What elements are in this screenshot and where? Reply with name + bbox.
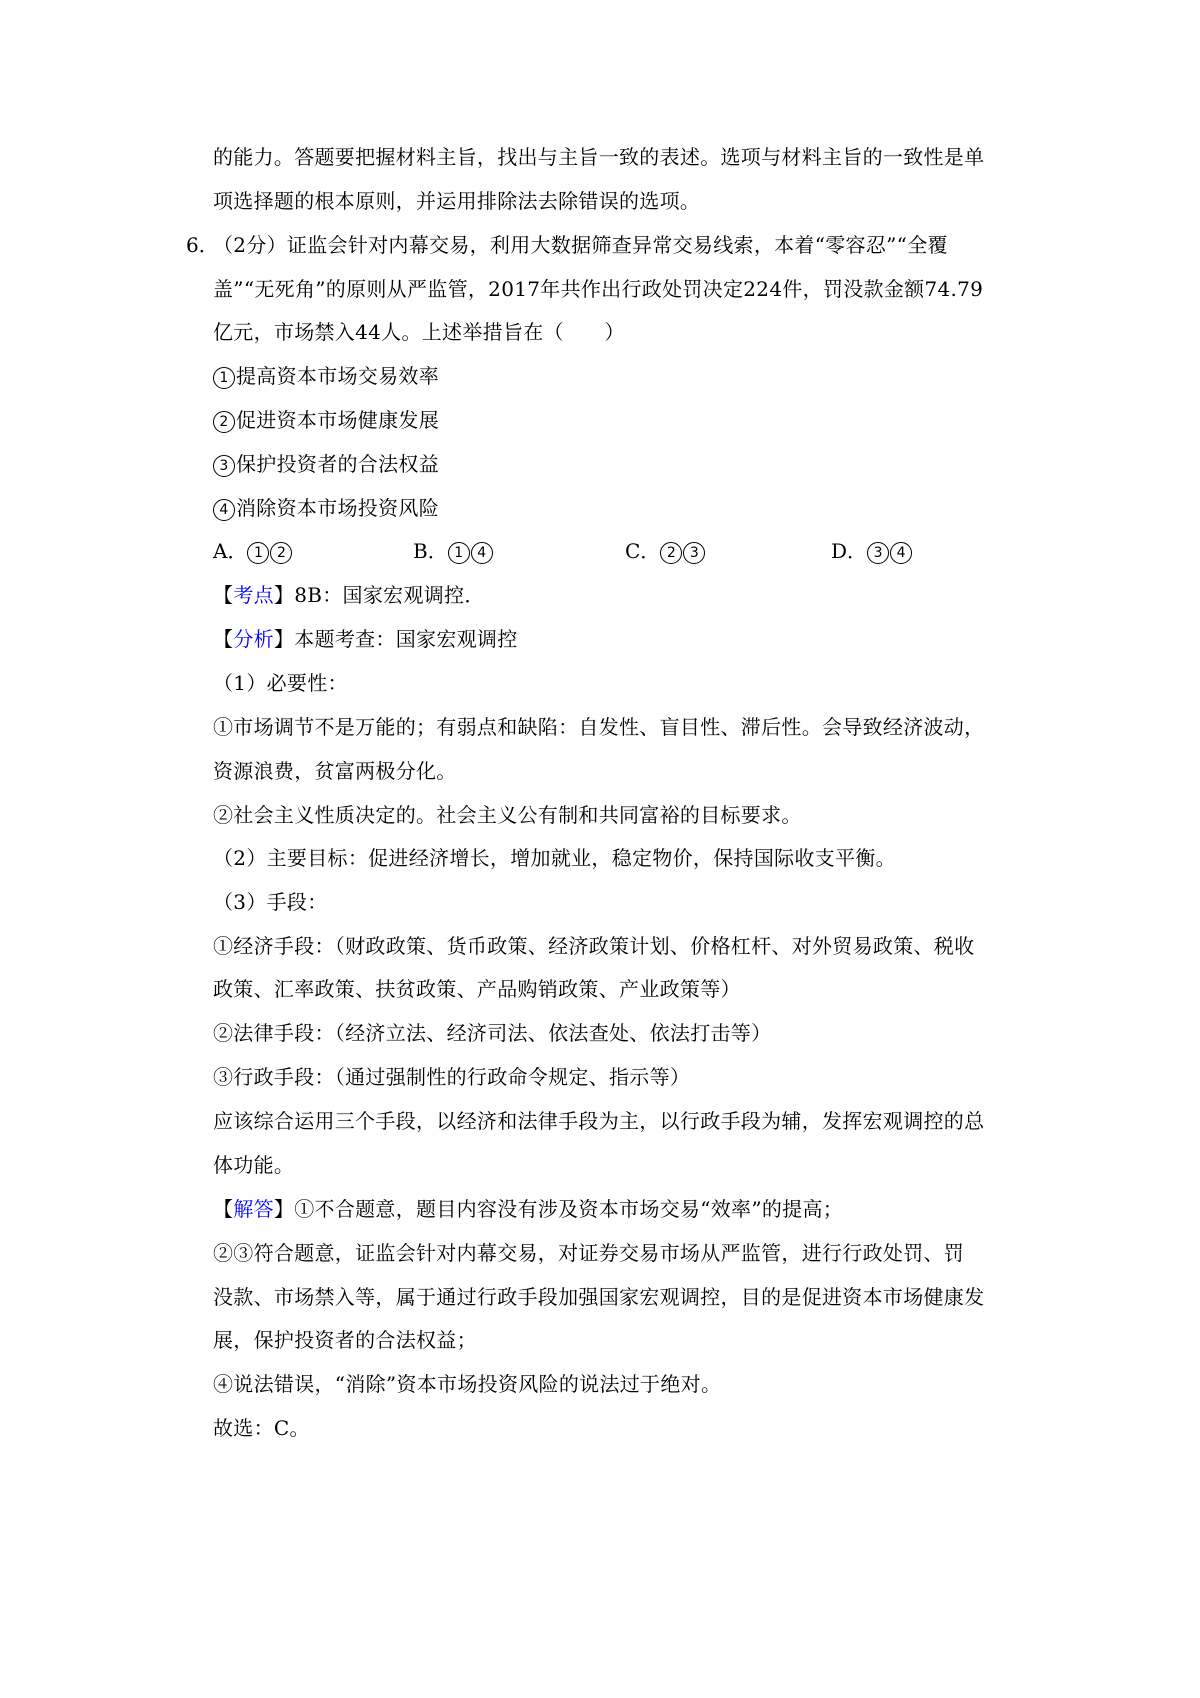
jieda-line: 展，保护投资者的合法权益；: [213, 1328, 477, 1352]
jieda-text: ①不合题意，题目内容没有涉及资本市场交易“效率”的提高；: [294, 1197, 844, 1221]
circled-number: 3: [683, 542, 705, 564]
statement-text-1: 提高资本市场交易效率: [236, 364, 439, 388]
circled-number-4: 4: [213, 499, 235, 521]
fenxi-line: （3）手段：: [213, 890, 328, 914]
intro-line-1: 的能力。答题要把握材料主旨，找出与主旨一致的表述。选项与材料主旨的一致性是单: [213, 145, 985, 169]
option-b[interactable]: [413, 539, 494, 564]
circled-number: 4: [471, 542, 493, 564]
bracket-open: 【: [213, 1197, 234, 1221]
bracket-open: 【: [213, 627, 234, 651]
statement-item-4: [213, 496, 439, 521]
fenxi-section: [213, 627, 518, 651]
fenxi-line: 体功能。: [213, 1153, 295, 1177]
fenxi-line: 政策、汇率政策、扶贫政策、产品购销政策、产业政策等）: [213, 977, 741, 1001]
option-a[interactable]: [213, 539, 293, 564]
intro-line-2: 项选择题的根本原则，并运用排除法去除错误的选项。: [213, 189, 701, 213]
jieda-label: 解答: [233, 1197, 274, 1221]
jieda-line: 故选：C。: [213, 1416, 310, 1440]
jieda-section: [213, 1197, 843, 1221]
circled-number: 3: [867, 542, 889, 564]
fenxi-line: 资源浪费，贫富两极分化。: [213, 759, 457, 783]
question-line-1: （2分）证监会针对内幕交易，利用大数据筛查异常交易线索，本着“零容忍”“全覆: [213, 233, 948, 257]
circled-number-2: 2: [213, 411, 235, 433]
fenxi-line: ①市场调节不是万能的；有弱点和缺陷：自发性、盲目性、滞后性。会导致经济波动，: [213, 715, 985, 739]
circled-number-3: 3: [213, 455, 235, 477]
option-letter: B．: [413, 539, 448, 563]
circled-number: 2: [270, 542, 292, 564]
kaodian-text: 8B：国家宏观调控．: [294, 583, 485, 607]
statement-item-3: [213, 452, 439, 477]
statement-item-1: [213, 364, 439, 389]
circled-number-1: 1: [213, 367, 235, 389]
fenxi-line: ②法律手段：（经济立法、经济司法、依法查处、依法打击等）: [213, 1021, 772, 1045]
fenxi-line: （1）必要性：: [213, 671, 348, 695]
bracket-close: 】: [273, 1197, 295, 1221]
question-number: 6．: [186, 233, 219, 257]
statement-text-4: 消除资本市场投资风险: [236, 496, 439, 520]
bracket-open: 【: [213, 583, 234, 607]
fenxi-line: ①经济手段：（财政政策、货币政策、经济政策计划、价格杠杆、对外贸易政策、税收: [213, 934, 975, 958]
bracket-close: 】: [273, 627, 295, 651]
jieda-line: ②③符合题意，证监会针对内幕交易，对证券交易市场从严监管，进行行政处罚、罚: [213, 1241, 965, 1265]
fenxi-line: 应该综合运用三个手段，以经济和法律手段为主，以行政手段为辅，发挥宏观调控的总: [213, 1109, 985, 1133]
option-letter: D．: [831, 539, 868, 563]
statement-item-2: [213, 408, 439, 433]
statement-text-2: 促进资本市场健康发展: [236, 408, 439, 432]
option-c[interactable]: [625, 539, 706, 564]
fenxi-line: ②社会主义性质决定的。社会主义公有制和共同富裕的目标要求。: [213, 803, 802, 827]
kaodian-section: [213, 583, 485, 607]
circled-number: 2: [660, 542, 682, 564]
option-letter: A．: [213, 539, 248, 563]
option-d[interactable]: [831, 539, 913, 564]
circled-number: 4: [890, 542, 912, 564]
jieda-line: ④说法错误，“消除”资本市场投资风险的说法过于绝对。: [213, 1372, 722, 1396]
fenxi-text: 本题考查：国家宏观调控: [294, 627, 518, 651]
fenxi-line: （2）主要目标：促进经济增长，增加就业，稳定物价，保持国际收支平衡。: [213, 846, 896, 870]
option-letter: C．: [625, 539, 661, 563]
circled-number: 1: [247, 542, 269, 564]
question-line-3: 亿元，市场禁入44人。上述举措旨在（ ）: [213, 320, 625, 344]
question-line-2: 盖”“无死角”的原则从严监管，2017年共作出行政处罚决定224件，罚没款金额74.79: [213, 277, 984, 301]
fenxi-line: ③行政手段：（通过强制性的行政命令规定、指示等）: [213, 1065, 691, 1089]
fenxi-label: 分析: [233, 627, 274, 651]
bracket-close: 】: [273, 583, 295, 607]
circled-number: 1: [448, 542, 470, 564]
jieda-line: 没款、市场禁入等，属于通过行政手段加强国家宏观调控，目的是促进资本市场健康发: [213, 1285, 985, 1309]
kaodian-label: 考点: [233, 583, 274, 607]
statement-text-3: 保护投资者的合法权益: [236, 452, 439, 476]
